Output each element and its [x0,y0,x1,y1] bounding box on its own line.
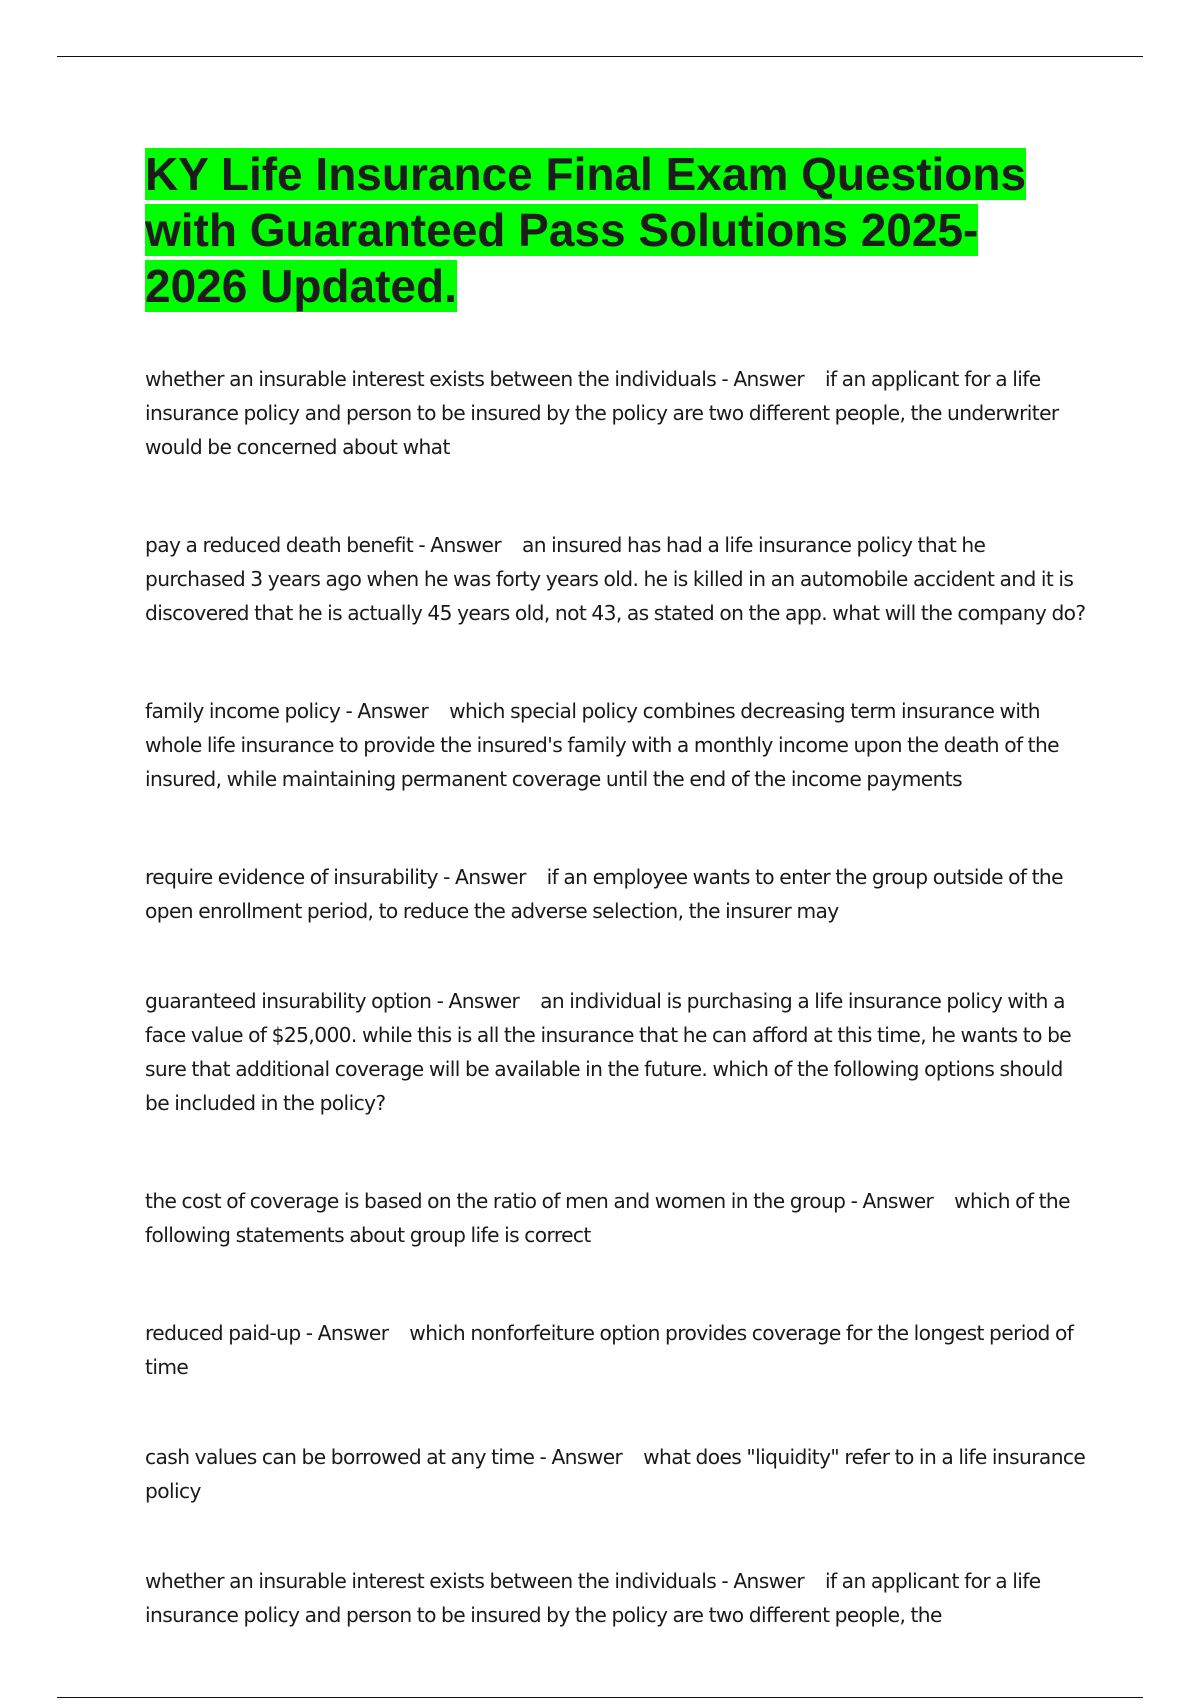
qa-answer: whether an insurable interest exists between the individuals [145,367,717,391]
footer-rule [57,1697,1143,1698]
qa-answer: cash values can be borrowed at any time [145,1445,535,1469]
qa-separator: - Answer [340,699,450,723]
qa-answer: reduced paid-up [145,1321,301,1345]
header-rule [57,56,1143,57]
qa-separator: - Answer [845,1189,955,1213]
qa-answer: family income policy [145,699,341,723]
qa-item [145,528,1090,630]
qa-question: an individual is purchasing a life insurance policy with a face value of $25,000. while this is all the insurance that he can afford at this time, he wants to be sure that additional coverage will be available in the future. which of the following options should be included in the policy? [145,989,1072,1115]
qa-answer: require evidence of insurability [145,865,438,889]
qa-answer: guaranteed insurability option [145,989,432,1013]
qa-answer: pay a reduced death benefit [145,533,414,557]
qa-answer: the cost of coverage is based on the ratio of men and women in the group [145,1189,846,1213]
qa-separator: - Answer [716,367,825,391]
qa-question: if an employee wants to enter the group outside of the open enrollment period, to reduce the adverse selection, the insurer may [145,865,1063,923]
qa-item [145,1440,1090,1508]
qa-item [145,362,1090,464]
qa-question: an insured has had a life insurance policy that he purchased 3 years ago when he was forty years old. he is killed in an automobile accident and it is discovered that he is actually 45 years old, not 43, as stated on the app. what will the company do? [145,533,1086,625]
qa-item [145,984,1090,1120]
qa-question: which nonforfeiture option provides coverage for the longest period of time [145,1321,1074,1379]
qa-item [145,694,1090,796]
qa-separator: - Answer [431,989,541,1013]
qa-separator: - Answer [437,865,547,889]
qa-separator: - Answer [300,1321,410,1345]
qa-item [145,860,1090,928]
qa-question: if an applicant for a life insurance policy and person to be insured by the policy are two different people, the [145,1569,1041,1627]
qa-separator: - Answer [413,533,522,557]
qa-list [145,362,1090,1700]
page-title [145,146,1045,314]
qa-question: if an applicant for a life insurance policy and person to be insured by the policy are two different people, the underwriter would be concerned about what [145,367,1059,459]
qa-item [145,1316,1090,1384]
qa-separator: - Answer [716,1569,825,1593]
qa-separator: - Answer [534,1445,644,1469]
qa-question: what does "liquidity" refer to in a life insurance policy [145,1445,1086,1503]
qa-item [145,1564,1090,1632]
qa-answer: whether an insurable interest exists between the individuals [145,1569,717,1593]
qa-item [145,1184,1090,1252]
qa-question: which of the following statements about group life is correct [145,1189,1070,1247]
title-highlight: KY Life Insurance Final Exam Questions with Guaranteed Pass Solutions 2025-2026 Updated. [145,148,1027,312]
qa-question: which special policy combines decreasing term insurance with whole life insurance to provide the insured's family with a monthly income upon the death of the insured, while maintaining permanent coverage until the end of the income payments [145,699,1059,791]
